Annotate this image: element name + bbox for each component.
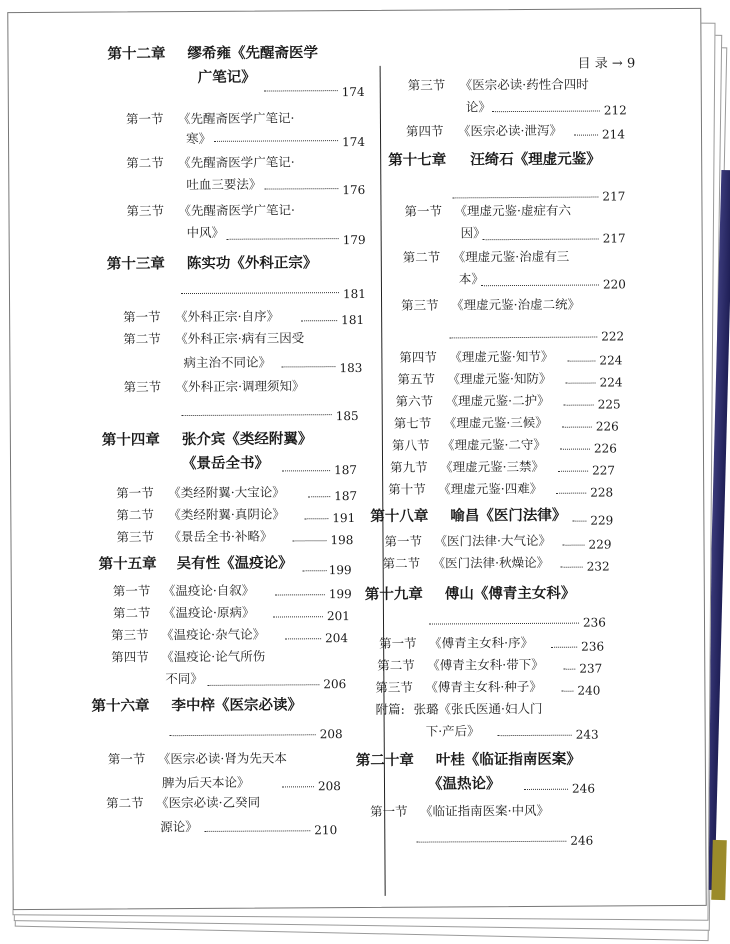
section-title: 《外科正宗·自序》 — [175, 308, 280, 325]
section-title: 下·产后》 — [425, 723, 480, 739]
page-number: 246 — [570, 833, 594, 848]
page-number: 224 — [599, 353, 623, 368]
page-number: 220 — [602, 277, 626, 292]
leader-dots — [429, 623, 579, 625]
chapter-title: 吴有性《温疫论》 — [176, 555, 293, 573]
chapter-label: 第二十章 — [355, 752, 414, 770]
page-number: 243 — [575, 727, 599, 742]
section-title: 因》 — [460, 225, 486, 241]
page-number: 208 — [317, 779, 341, 794]
leader-dots — [551, 647, 577, 648]
leader-dots — [281, 366, 335, 367]
section-label: 第十节 — [388, 481, 426, 497]
section-title: 《理虚元鉴·四难》 — [438, 480, 543, 497]
section-title: 病主治不同论》 — [183, 354, 271, 371]
page-number: 236 — [582, 615, 606, 630]
leader-dots — [566, 383, 596, 384]
section-title: 源论》 — [160, 818, 198, 835]
leader-dots — [285, 638, 321, 639]
section-label: 第五节 — [397, 371, 436, 387]
page-number: 237 — [579, 661, 603, 676]
section-title: 《医门法律·秋燥论》 — [432, 554, 550, 571]
chapter-label: 第十二章 — [107, 46, 166, 63]
section-label: 第三节 — [111, 627, 149, 643]
page-number: 240 — [577, 683, 601, 698]
toc-page — [7, 8, 704, 908]
leader-dots — [293, 540, 327, 541]
section-title: 《医门法律·大气论》 — [434, 532, 552, 549]
leader-dots — [524, 789, 568, 790]
section-title: 《温疫论·杂气论》 — [161, 626, 266, 643]
leader-dots — [264, 90, 338, 91]
section-label: 第三节 — [407, 77, 446, 93]
chapter-label: 第十九章 — [364, 586, 423, 603]
page-header — [578, 52, 636, 71]
leader-dots — [574, 135, 598, 136]
section-title: 《医宗必读·肾为先天本 — [157, 750, 287, 767]
chapter-title: 李中梓《医宗必读》 — [171, 697, 303, 715]
page-number: 228 — [590, 485, 614, 500]
section-title: 《理虚元鉴·二守》 — [441, 436, 546, 453]
section-label: 第四节 — [405, 123, 444, 139]
leader-dots — [561, 691, 573, 692]
leader-dots — [416, 841, 566, 843]
section-title: 《温疫论·自叙》 — [162, 582, 255, 599]
section-label: 第一节 — [370, 803, 408, 819]
section-title: 《外科正宗·调理须知》 — [175, 378, 305, 395]
page-number: 176 — [342, 182, 366, 198]
section-title: 《外科正宗·病有三因受 — [175, 330, 305, 347]
leader-dots — [204, 830, 310, 832]
page-number: 199 — [328, 587, 352, 602]
section-label: 第一节 — [125, 111, 164, 127]
chapter-title: 汪绮石《理虚元鉴》 — [470, 151, 601, 169]
page-number: 217 — [602, 189, 626, 204]
page-number: 232 — [586, 559, 610, 574]
page-number: 212 — [603, 103, 627, 118]
chapter-label: 第十八章 — [370, 508, 429, 525]
leader-dots — [303, 570, 327, 571]
leader-dots — [304, 518, 328, 519]
section-label: 第二节 — [382, 555, 421, 571]
page-number: 181 — [341, 312, 365, 328]
section-title: 《温疫论·原病》 — [162, 604, 255, 621]
section-title: 吐血三要法》 — [186, 176, 262, 193]
leader-dots — [308, 496, 330, 497]
leader-dots — [181, 292, 339, 294]
section-label: 第一节 — [112, 583, 151, 599]
section-title: 《傅青主女科·种子》 — [425, 678, 542, 695]
section-title: 《理虚元鉴·二护》 — [445, 392, 550, 409]
page-number: 226 — [595, 419, 619, 434]
leader-dots — [556, 493, 586, 494]
section-label: 第二节 — [112, 605, 151, 621]
section-title: 张璐《张氏医通·妇人门 — [413, 700, 543, 717]
section-title: 《类经附翼·真阴论》 — [168, 506, 285, 523]
leader-dots — [207, 684, 319, 686]
leader-dots — [483, 239, 599, 241]
chapter-title: 缪希雍《先醒斋医学 — [187, 45, 319, 63]
section-title: 《先醒斋医学广笔记· — [178, 154, 295, 171]
leader-dots — [275, 594, 325, 595]
page-number: 226 — [593, 441, 617, 456]
section-title: 不同》 — [165, 670, 203, 687]
section-title: 《医宗必读·药性合四时 — [459, 76, 589, 93]
section-title: 《理虚元鉴·治虚二统》 — [451, 296, 581, 313]
section-title: 《温疫论·论气所伤 — [161, 648, 266, 665]
section-label: 第二节 — [106, 795, 144, 811]
section-title: 寒》 — [185, 130, 212, 147]
section-title: 《理虚元鉴·治虚有三 — [452, 248, 570, 265]
section-title: 《医宗必读·泄泻》 — [457, 122, 563, 139]
page-number: 246 — [571, 781, 595, 796]
leader-dots — [564, 405, 594, 406]
page-number: 227 — [592, 463, 616, 478]
page-number: 179 — [342, 232, 366, 248]
section-label: 第九节 — [390, 459, 428, 475]
leader-dots — [170, 734, 316, 736]
section-label: 第七节 — [393, 415, 432, 431]
section-title: 《临证指南医案·中风》 — [420, 802, 550, 819]
leader-dots — [562, 427, 592, 428]
leader-dots — [560, 449, 590, 450]
arrow-right-icon: → — [611, 56, 623, 72]
leader-dots — [563, 669, 575, 670]
page-number: 181 — [342, 286, 366, 302]
leader-dots — [492, 111, 600, 113]
page-number: 187 — [334, 462, 358, 478]
section-label: 第三节 — [401, 297, 439, 313]
chapter-title: 广笔记》 — [197, 69, 256, 86]
leader-dots — [572, 521, 586, 522]
page-number: 199 — [328, 563, 352, 578]
section-title: 本》 — [458, 271, 484, 287]
section-label: 第二节 — [126, 155, 164, 171]
header-page-number: 9 — [626, 56, 636, 72]
page-number: 224 — [599, 375, 623, 390]
leader-dots — [449, 337, 597, 339]
section-title: 《傅青主女科·序》 — [429, 634, 534, 651]
section-title: 《理虚元鉴·三禁》 — [440, 458, 545, 475]
page-number: 174 — [342, 134, 366, 150]
section-title: 论》 — [465, 99, 491, 115]
page-number: 174 — [341, 84, 365, 100]
section-title: 《理虚元鉴·三候》 — [443, 414, 548, 431]
page-number: 229 — [588, 537, 612, 552]
section-title: 《先醒斋医学广笔记· — [178, 202, 296, 219]
page-number: 185 — [335, 408, 359, 424]
leader-dots — [301, 320, 337, 321]
leader-dots — [282, 786, 314, 787]
page-number: 214 — [601, 127, 625, 142]
section-title: 《景岳全书·补略》 — [168, 528, 273, 545]
page-number: 229 — [590, 513, 614, 528]
leader-dots — [282, 470, 330, 471]
section-label: 第三节 — [116, 529, 155, 545]
chapter-title: 《景岳全书》 — [181, 455, 270, 473]
page-number: 236 — [581, 639, 605, 654]
section-label: 第六节 — [395, 393, 434, 409]
section-label: 第一节 — [384, 533, 423, 549]
section-label: 第一节 — [107, 751, 146, 767]
header-label: 目 录 — [577, 56, 608, 72]
chapter-label: 第十六章 — [91, 698, 150, 715]
book-spine-edge — [711, 840, 727, 900]
section-label: 第二节 — [377, 657, 415, 673]
page-number: 210 — [314, 823, 338, 838]
page-number: 198 — [330, 533, 354, 548]
leader-dots — [561, 567, 583, 568]
chapter-title: 《温热论》 — [427, 776, 501, 793]
section-label: 第三节 — [126, 203, 165, 219]
chapter-title: 叶桂《临证指南医案》 — [435, 751, 581, 769]
chapter-title: 张介宾《类经附翼》 — [181, 431, 313, 449]
section-label: 第一节 — [404, 203, 443, 219]
appendix-label: 附篇: — [375, 701, 405, 717]
section-label: 第一节 — [116, 485, 154, 501]
page-number: 222 — [601, 329, 625, 344]
chapter-label: 第十七章 — [388, 152, 447, 169]
leader-dots — [481, 285, 599, 287]
leader-dots — [498, 735, 572, 736]
section-title: 中风》 — [186, 224, 225, 241]
page-number: 191 — [332, 511, 356, 526]
leader-dots — [264, 188, 338, 189]
section-label: 第八节 — [391, 437, 430, 453]
page-number: 201 — [326, 609, 350, 624]
chapter-label: 第十四章 — [101, 432, 160, 449]
section-title: 《理虚元鉴·知节》 — [449, 348, 554, 365]
section-label: 第二节 — [116, 507, 154, 523]
chapter-title: 喻昌《医门法律》 — [450, 507, 567, 525]
section-label: 第三节 — [375, 679, 413, 695]
section-label: 第三节 — [123, 379, 162, 395]
leader-dots — [452, 197, 598, 199]
leader-dots — [558, 471, 588, 472]
section-label: 第一节 — [123, 309, 161, 325]
section-label: 第四节 — [399, 349, 437, 365]
page-number: 206 — [323, 677, 347, 692]
section-title: 《先醒斋医学广笔记· — [177, 110, 295, 127]
chapter-title: 陈实功《外科正宗》 — [186, 255, 318, 273]
section-label: 第二节 — [402, 249, 441, 265]
page-number: 217 — [602, 231, 626, 246]
page-number: 183 — [339, 360, 363, 376]
page-number: 208 — [319, 727, 343, 742]
section-label: 第四节 — [111, 649, 149, 665]
column-divider — [380, 66, 386, 896]
section-title: 《理虚元鉴·虚症有六 — [454, 202, 572, 219]
section-title: 《傅青主女科·带下》 — [427, 656, 544, 673]
leader-dots — [227, 238, 339, 240]
chapter-label: 第十三章 — [106, 256, 165, 273]
section-label: 第一节 — [379, 635, 417, 651]
page-number: 187 — [334, 488, 358, 504]
leader-dots — [567, 361, 595, 362]
section-title: 《类经附翼·大宝论》 — [168, 484, 285, 501]
page-number: 204 — [325, 631, 349, 646]
section-label: 第二节 — [123, 331, 161, 347]
chapter-label: 第十五章 — [98, 556, 157, 573]
leader-dots — [273, 616, 323, 617]
leader-dots — [182, 414, 332, 416]
section-title: 《医宗必读·乙癸同 — [156, 794, 261, 811]
leader-dots — [563, 545, 585, 546]
leader-dots — [214, 140, 338, 142]
section-title: 脾为后天本论》 — [161, 774, 250, 791]
section-title: 《理虚元鉴·知防》 — [447, 370, 552, 387]
chapter-title: 傅山《傅青主女科》 — [444, 585, 576, 603]
page-number: 225 — [597, 397, 621, 412]
